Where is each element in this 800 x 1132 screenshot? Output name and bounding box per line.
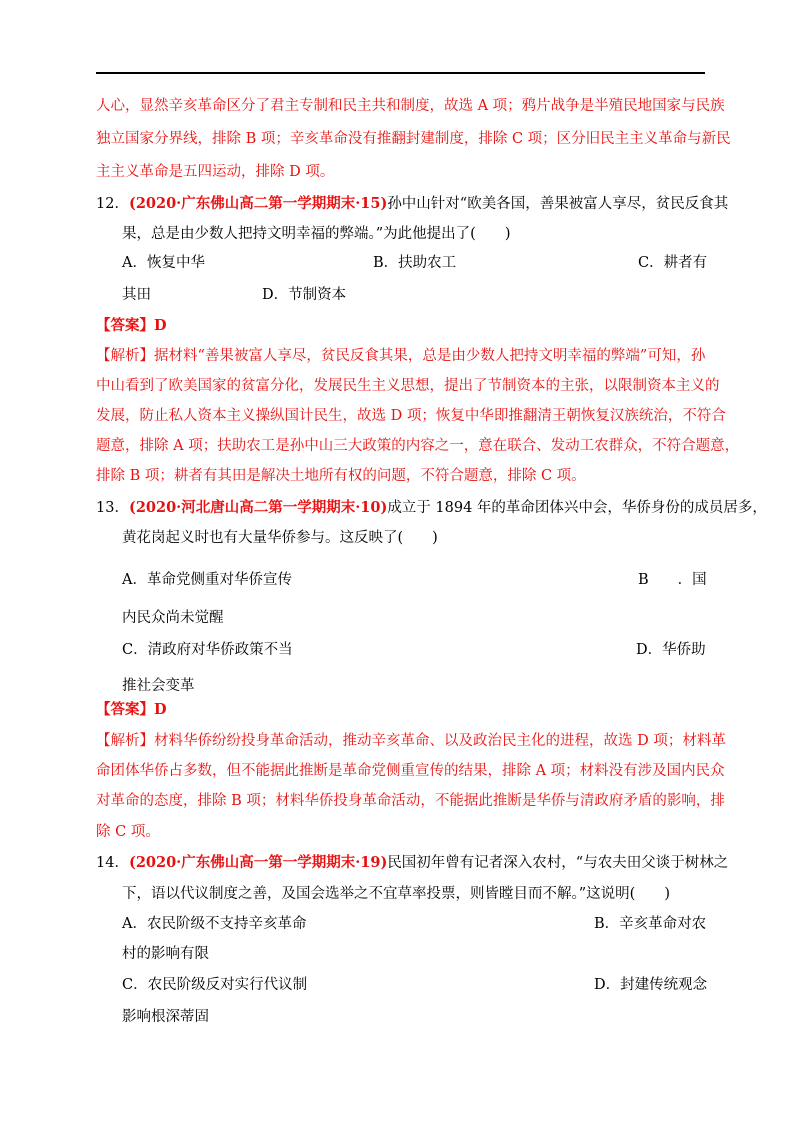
- prev-analysis-line: 人心，显然辛亥革命区分了君主专制和民主共和制度，故选 A 项；鸦片战争是半殖民地国家与民族: [96, 98, 725, 114]
- analysis-line: 【解析】据材料“善果被富人享尽，贫民反食其果，总是由少数人把持文明幸福的弊端”可知，孙: [96, 348, 706, 364]
- option-b: B．扶助农工: [373, 255, 457, 271]
- prev-analysis-line: 主主义革命是五四运动，排除 D 项。: [96, 164, 335, 180]
- option-b: B ．国: [638, 572, 707, 588]
- option-a: A．农民阶级不支持辛亥革命: [122, 916, 307, 932]
- question-stem-cont: 果，总是由少数人把持文明幸福的弊端。”为此他提出了( ): [122, 226, 511, 242]
- option-b: B．辛亥革命对农: [594, 916, 707, 932]
- option-a: A．恢复中华: [122, 255, 205, 271]
- question-source: (2020·广东佛山高一第一学期期末·19): [128, 854, 388, 871]
- question-source: (2020·广东佛山高二第一学期期末·15): [128, 195, 388, 212]
- analysis-line: 对革命的态度，排除 B 项；材料华侨投身革命活动，不能据此推断是华侨与清政府矛盾的影响，排: [96, 793, 725, 809]
- option-c: C．耕者有: [638, 255, 708, 271]
- option-c-cont: 其田: [122, 287, 151, 303]
- option-d: D．节制资本: [262, 287, 347, 303]
- option-b-cont: 内民众尚未觉醒: [122, 610, 224, 626]
- question-stem: 成立于 1894 年的革命团体兴中会，华侨身份的成员居多，: [387, 500, 767, 516]
- analysis-line: 排除 B 项；耕者有其田是解决土地所有权的问题，不符合题意，排除 C 项。: [96, 468, 586, 484]
- prev-analysis-line: 独立国家分界线，排除 B 项；辛亥革命没有推翻封建制度，排除 C 项；区分旧民主主义革命与新民: [96, 131, 731, 147]
- option-d: D．封建传统观念: [594, 977, 708, 993]
- analysis-line: 中山看到了欧美国家的贫富分化，发展民生主义思想，提出了节制资本的主张，以限制资本主义的: [96, 378, 720, 394]
- option-b-cont: 村的影响有限: [122, 946, 209, 962]
- question-13-stem: [96, 498, 767, 518]
- question-12-stem: [96, 194, 728, 214]
- analysis-line: 除 C 项。: [96, 824, 160, 840]
- question-number: 13．: [96, 500, 129, 516]
- question-stem-cont: 下，语以代议制度之善，及国会选举之不宜草率投票，则皆瞠目而不解。”这说明( ): [122, 886, 670, 902]
- answer-label: 【答案】D: [96, 701, 167, 718]
- question-number: 14．: [96, 855, 129, 871]
- header-rule: [96, 72, 705, 74]
- option-d: D．华侨助: [636, 642, 706, 658]
- question-stem-cont: 黄花岗起义时也有大量华侨参与。这反映了( ): [122, 530, 438, 546]
- question-number: 12．: [96, 196, 129, 212]
- analysis-line: 【解析】材料华侨纷纷投身革命活动，推动辛亥革命、以及政治民主化的进程，故选 D 项；材料革: [96, 733, 726, 749]
- question-stem: 孙中山针对“欧美各国，善果被富人享尽，贫民反食其: [387, 196, 729, 212]
- analysis-line: 命团体华侨占多数，但不能据此推断是革命党侧重宣传的结果，排除 A 项；材料没有涉及国内民众: [96, 763, 725, 779]
- question-stem: 民国初年曾有记者深入农村，“与农夫田父谈于树林之: [387, 855, 729, 871]
- analysis-line: 发展，防止私人资本主义操纵国计民生，故选 D 项；恢复中华即推翻清王朝恢复汉族统治，不符合: [96, 408, 726, 424]
- option-a: A．革命党侧重对华侨宣传: [122, 572, 292, 588]
- option-d-cont: 影响根深蒂固: [122, 1009, 209, 1025]
- analysis-line: 题意，排除 A 项；扶助农工是孙中山三大政策的内容之一，意在联合、发动工农群众，不符合题意，: [96, 438, 740, 454]
- option-d-cont: 推社会变革: [122, 678, 195, 694]
- answer-label: 【答案】D: [96, 317, 167, 334]
- question-source: (2020·河北唐山高二第一学期期末·10): [128, 499, 388, 516]
- question-14-stem: [96, 853, 728, 873]
- option-c: C．清政府对华侨政策不当: [122, 642, 293, 658]
- option-c: C．农民阶级反对实行代议制: [122, 977, 308, 993]
